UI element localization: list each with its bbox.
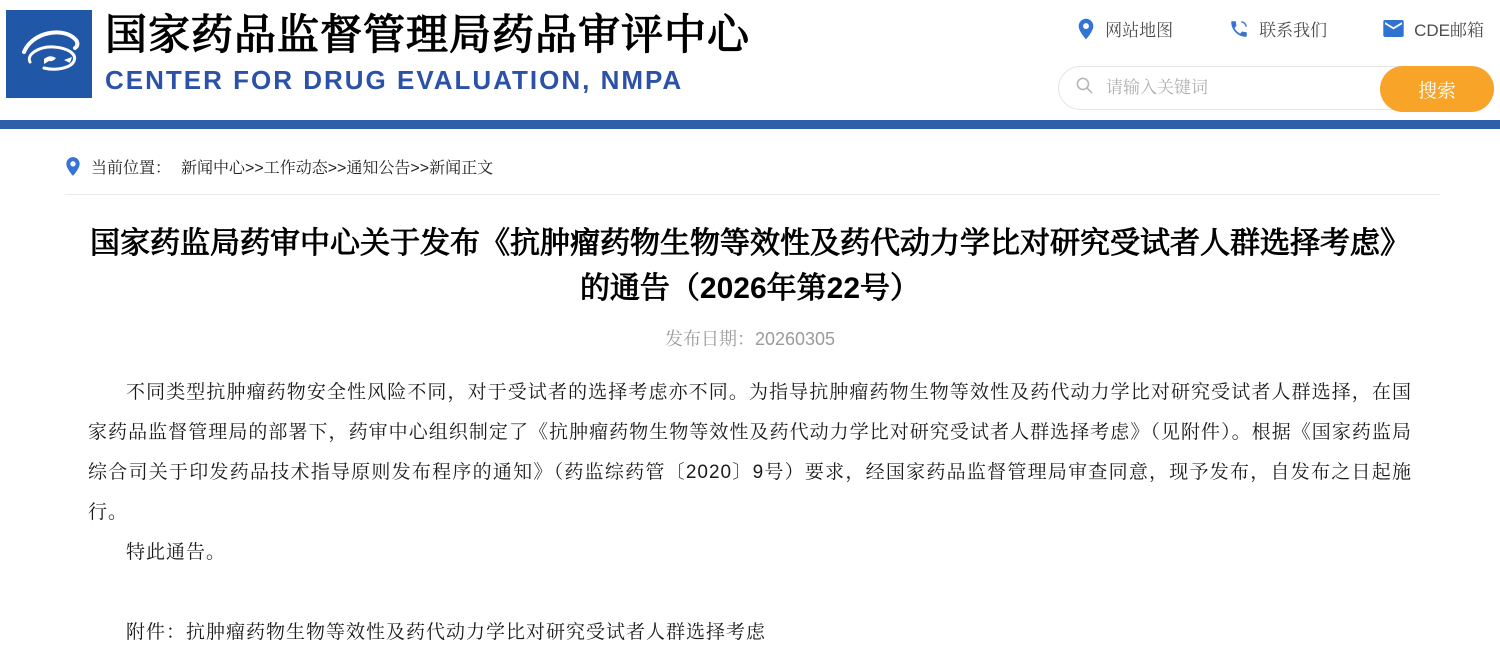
breadcrumb-path[interactable]: 新闻中心>>工作动态>>通知公告>>新闻正文 [181, 160, 494, 177]
site-title: 国家药品监督管理局药品审评中心 [105, 11, 751, 58]
cde-logo[interactable] [6, 12, 92, 98]
article-title: 国家药监局药审中心关于发布《抗肿瘤药物生物等效性及药代动力学比对研究受试者人群选择考虑》的通告（2026年第22号） [90, 227, 1410, 305]
breadcrumb-label: 当前位置： [91, 160, 172, 177]
mailbox-link-label: CDE邮箱 [1414, 21, 1484, 40]
breadcrumb [65, 155, 1440, 195]
quick-links [1077, 16, 1484, 41]
site-subtitle: CENTER FOR DRUG EVALUATION, NMPA [105, 65, 684, 95]
article-body [88, 373, 1412, 573]
publish-date: 发布日期：20260305 [664, 329, 836, 349]
article [0, 221, 1500, 653]
contact-link[interactable] [1229, 16, 1327, 41]
attachment-link[interactable]: 附件：抗肿瘤药物生物等效性及药代动力学比对研究受试者人群选择考虑 [126, 622, 767, 643]
sitemap-link[interactable] [1077, 16, 1173, 41]
site-header [0, 0, 1500, 120]
phone-icon [1229, 19, 1249, 39]
brand-block [105, 8, 750, 96]
search-icon [1075, 76, 1094, 100]
envelope-icon [1383, 20, 1404, 37]
article-paragraph: 特此通告。 [126, 542, 227, 563]
sitemap-link-label: 网站地图 [1105, 21, 1174, 40]
breadcrumb-pin-icon [65, 156, 81, 177]
header-divider-bar [0, 120, 1500, 129]
cde-logo-icon [6, 10, 92, 101]
mailbox-link[interactable] [1383, 16, 1484, 41]
location-pin-icon [1077, 18, 1095, 40]
article-paragraph: 不同类型抗肿瘤药物安全性风险不同，对于受试者的选择考虑亦不同。为指导抗肿瘤药物生物等效性及药代动力学比对研究受试者人群选择，在国家药品监督管理局的部署下，药审中心组织制定了《抗肿瘤药物生物等效性及药代动力学比对研究受试者人群选择考虑》（见附件）。根据《国家药监局综合司关于印发药品技术指导原则发布程序的通知》（药监综药管〔2020〕9号）要求，经国家药品监督管理局审查同意，现予发布，自发布之日起施行。 [88, 382, 1412, 523]
search-bar [1058, 66, 1494, 110]
contact-link-label: 联系我们 [1259, 21, 1328, 40]
search-button[interactable]: 搜索 [1380, 66, 1494, 112]
